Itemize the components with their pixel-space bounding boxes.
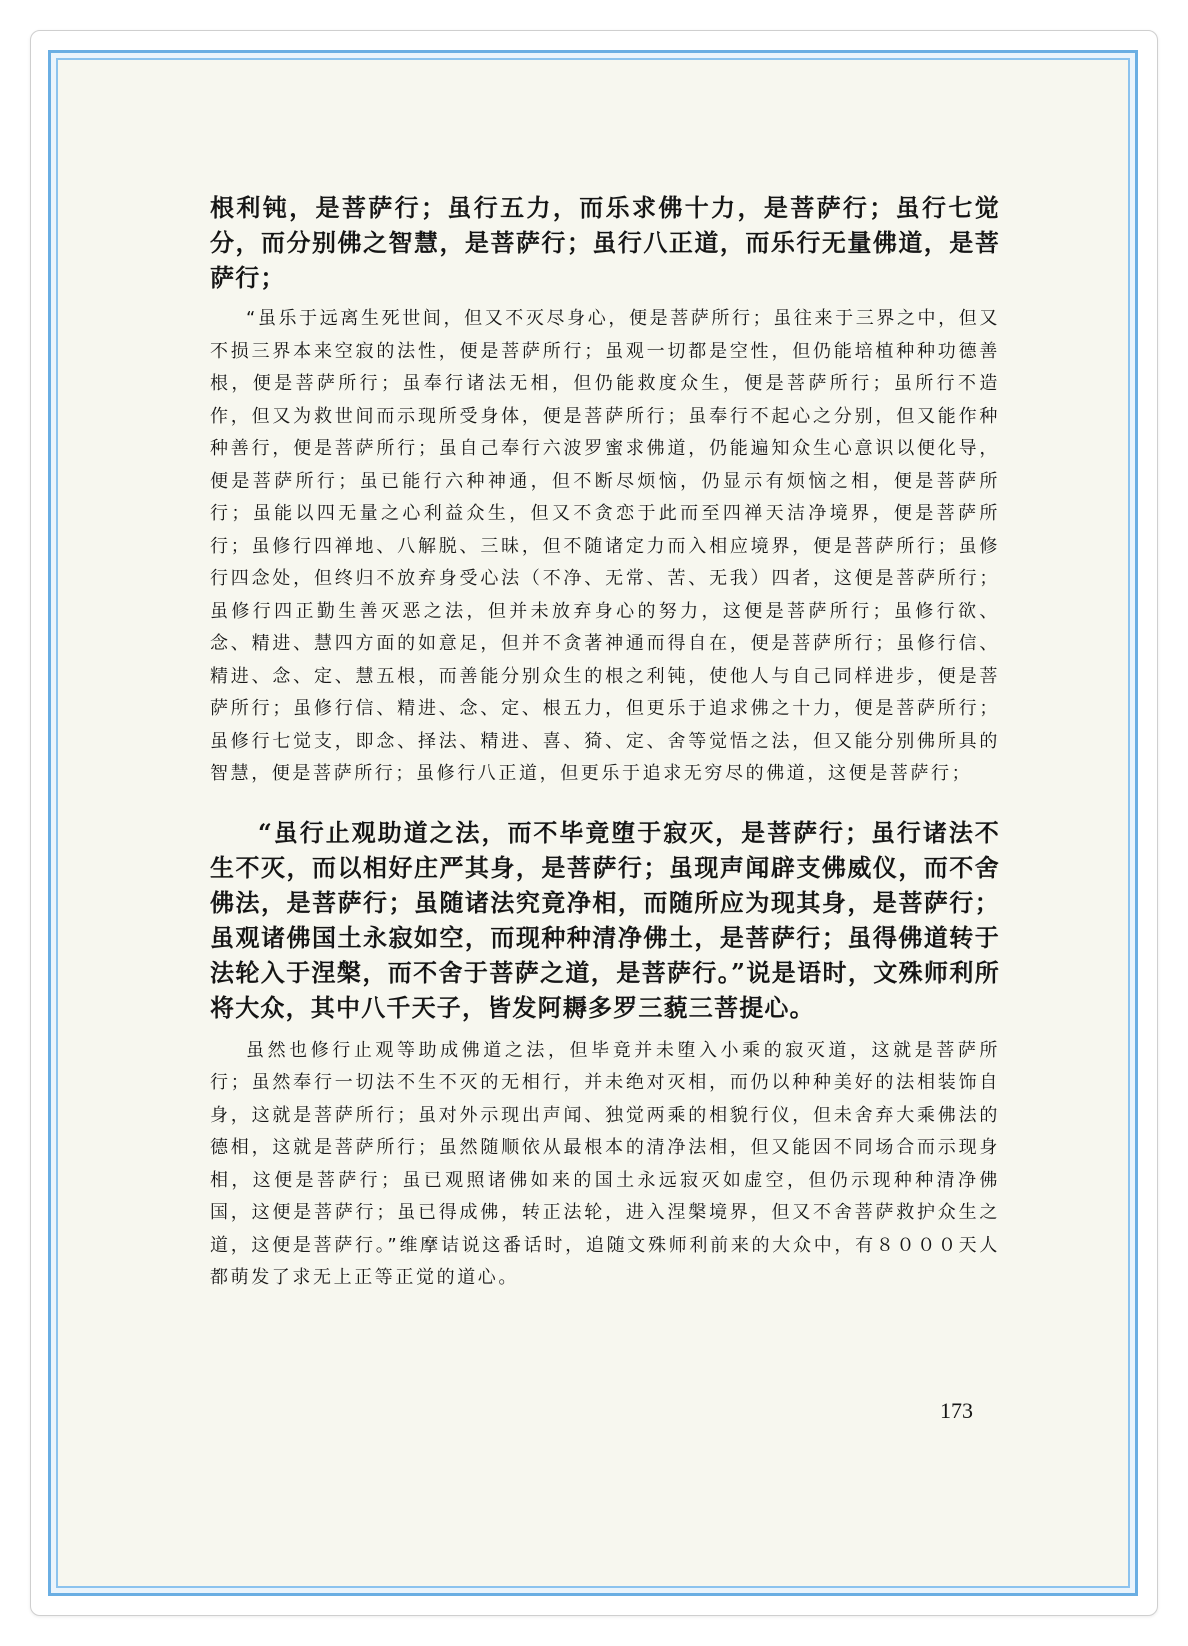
paragraph-scripture-continued: 根利钝，是菩萨行；虽行五力，而乐求佛十力，是菩萨行；虽行七觉分，而分别佛之智慧，是菩萨行；虽行八正道，而乐行无量佛道，是菩萨行； [210,193,1000,292]
paragraph-translation-2: 虽然也修行止观等助成佛道之法，但毕竟并未堕入小乘的寂灭道，这就是菩萨所行；虽然奉行一切法不生不灭的无相行，并未绝对灭相，而仍以种种美好的法相装饰自身，这就是菩萨所行；虽对外示现出声闻、独觉两乘的相貌行仪，但未舍弃大乘佛法的德相，这就是菩萨所行；虽然随顺依从最根本的清净法相，但又能因不同场合而示现身相，这便是菩萨行；虽已观照诸佛如来的国土永远寂灭如虚空，但仍示现种种清净佛国，这便是菩萨行；虽已得成佛，转正法轮，进入涅槃境界，但又不舍菩萨救护众生之道，这便是菩萨行。”维摩诘说这番话时，追随文殊师利前来的大众中，有８０００天人都萌发了求无上正等正觉的道心。 [210,1039,1000,1288]
page-frame [48,50,1138,1596]
page-body [210,190,1000,1295]
page-surface [56,58,1130,1588]
paragraph-translation-1: “虽乐于远离生死世间，但又不灭尽身心，便是菩萨所行；虽往来于三界之中，但又不损三界本来空寂的法性，便是菩萨所行；虽观一切都是空性，但仍能培植种种功德善根，便是菩萨所行；虽奉行诸法无相，但仍能救度众生，便是菩萨所行；虽所行不造作，但又为救世间而示现所受身体，便是菩萨所行；虽奉行不起心之分别，但又能作种种善行，便是菩萨所行；虽自己奉行六波罗蜜求佛道，仍能遍知众生心意识以便化导，便是菩萨所行；虽已能行六种神通，但不断尽烦恼，仍显示有烦恼之相，便是菩萨所行；虽能以四无量之心利益众生，但又不贪恋于此而至四禅天洁净境界，便是菩萨所行；虽修行四禅地、八解脱、三昧，但不随诸定力而入相应境界，便是菩萨所行；虽修行四念处，但终归不放弃身受心法（不净、无常、苦、无我）四者，这便是菩萨所行；虽修行四正勤生善灭恶之法，但并未放弃身心的努力，这便是菩萨所行；虽修行欲、念、精进、慧四方面的如意足，但并不贪著神通而得自在，便是菩萨所行；虽修行信、精进、念、定、慧五根，而善能分别众生的根之利钝，使他人与自己同样进步，便是菩萨所行；虽修行信、精进、念、定、根五力，但更乐于追求佛之十力，便是菩萨所行；虽修行七觉支，即念、择法、精进、喜、猗、定、舍等觉悟之法，但又能分别佛所具的智慧，便是菩萨所行；虽修行八正道，但更乐于追求无穷尽的佛道，这便是菩萨行； [210,308,1000,784]
paragraph-scripture-2: “虽行止观助道之法，而不毕竟堕于寂灭，是菩萨行；虽行诸法不生不灭，而以相好庄严其身，是菩萨行；虽现声闻辟支佛威仪，而不舍佛法，是菩萨行；虽随诸法究竟净相，而随所应为现其身，是菩萨行；虽观诸佛国土永寂如空，而现种种清净佛土，是菩萨行；虽得佛道转于法轮入于涅槃，而不舍于菩萨之道，是菩萨行。”说是语时，文殊师利所将大众，其中八千天子，皆发阿耨多罗三藐三菩提心。 [210,817,1000,1022]
page-number: 173 [940,1398,973,1423]
